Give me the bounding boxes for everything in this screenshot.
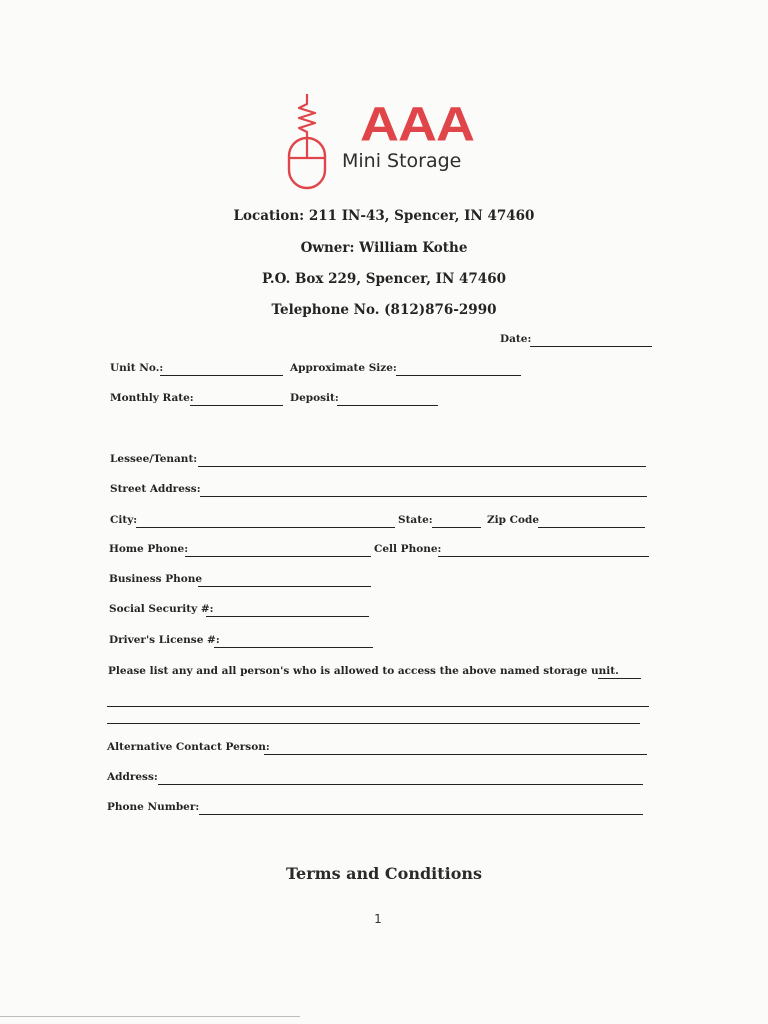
logo-brand-text: AAA (360, 97, 474, 152)
street-field[interactable] (200, 496, 647, 497)
phone-row (0, 543, 768, 561)
phone-number-row (0, 801, 768, 819)
access-persons-field-1[interactable] (598, 678, 641, 679)
city-field[interactable] (136, 527, 395, 528)
phone-number-label: Phone Number: (107, 801, 200, 813)
ssn-label: Social Security #: (109, 603, 214, 615)
monthly-rate-label: Monthly Rate: (110, 392, 194, 404)
scan-edge-divider (0, 1016, 300, 1017)
date-field[interactable] (530, 346, 652, 347)
deposit-field[interactable] (337, 405, 438, 406)
lessee-field[interactable] (198, 466, 646, 467)
rate-row (0, 392, 768, 410)
street-label: Street Address: (110, 483, 201, 495)
business-phone-field[interactable] (198, 586, 371, 587)
unit-no-label: Unit No.: (110, 362, 164, 374)
company-logo (285, 92, 485, 192)
date-label: Date: (500, 333, 532, 345)
business-phone-label: Business Phone (109, 573, 203, 585)
cell-phone-field[interactable] (438, 556, 649, 557)
address-field[interactable] (158, 784, 643, 785)
street-row (0, 483, 768, 501)
deposit-label: Deposit: (290, 392, 339, 404)
state-field[interactable] (432, 527, 481, 528)
ssn-field[interactable] (206, 616, 369, 617)
home-phone-label: Home Phone: (109, 543, 189, 555)
date-row (0, 333, 768, 351)
alt-contact-row (0, 741, 768, 759)
owner-line: Owner: William Kothe (300, 240, 468, 256)
alt-contact-label: Alternative Contact Person: (107, 741, 270, 753)
zip-label: Zip Code (487, 514, 540, 526)
location-line: Location: 211 IN-43, Spencer, IN 47460 (233, 208, 535, 224)
drivers-license-label: Driver's License #: (109, 634, 220, 646)
logo-subtitle: Mini Storage (342, 150, 462, 172)
approx-size-field[interactable] (396, 375, 521, 376)
computer-mouse-icon (285, 92, 345, 192)
phone-number-field[interactable] (199, 814, 643, 815)
business-phone-row (0, 573, 768, 591)
monthly-rate-field[interactable] (190, 405, 283, 406)
po-box-line: P.O. Box 229, Spencer, IN 47460 (262, 271, 506, 287)
access-persons-field-3[interactable] (107, 723, 640, 724)
drivers-license-row (0, 634, 768, 652)
drivers-license-field[interactable] (214, 647, 373, 648)
ssn-row (0, 603, 768, 621)
approx-size-label: Approximate Size: (290, 362, 397, 374)
page-number: 1 (374, 912, 382, 926)
unit-row (0, 362, 768, 380)
city-row (0, 514, 768, 532)
home-phone-field[interactable] (185, 556, 371, 557)
city-label: City: (110, 514, 138, 526)
unit-no-field[interactable] (160, 375, 283, 376)
zip-field[interactable] (538, 527, 645, 528)
terms-heading: Terms and Conditions (285, 864, 483, 883)
telephone-line: Telephone No. (812)876-2990 (271, 302, 497, 318)
cell-phone-label: Cell Phone: (374, 543, 442, 555)
access-persons-field-2[interactable] (107, 706, 649, 707)
address-row (0, 771, 768, 789)
address-label: Address: (107, 771, 158, 783)
lessee-label: Lessee/Tenant: (110, 453, 198, 465)
access-persons-label: Please list any and all person's who is allowed to access the above named storage unit. (108, 665, 619, 677)
access-persons-row (0, 665, 768, 683)
state-label: State: (398, 514, 433, 526)
alt-contact-field[interactable] (264, 754, 647, 755)
lessee-row (0, 453, 768, 471)
